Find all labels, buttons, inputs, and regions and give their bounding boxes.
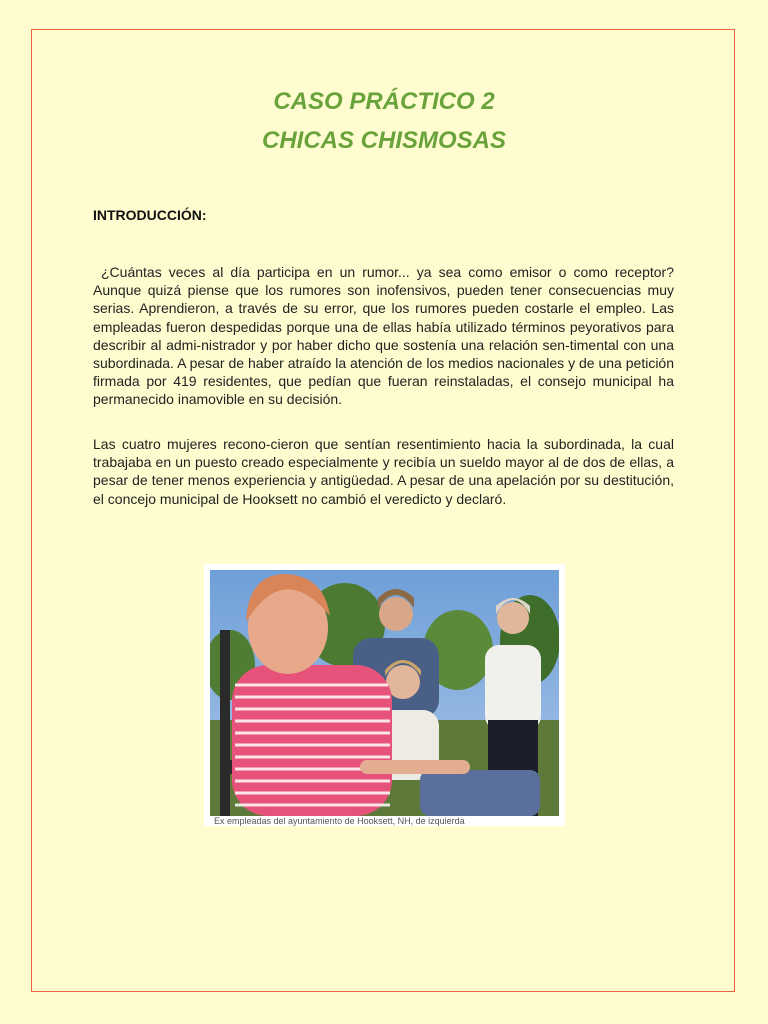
photo-of-four-women (210, 570, 559, 816)
page-subtitle: CHICAS CHISMOSAS (261, 127, 507, 154)
photo-figure (204, 564, 565, 826)
section-heading: INTRODUCCIÓN: (93, 207, 207, 223)
paragraph-intro: ¿Cuántas veces al día participa en un rumor... ya sea como emisor o como receptor? Aunque quizá piense que los rumores son inofensivos, pueden tener consecuencias muy serias. Aprendieron, a través de su error, que los rumores pueden costarle el empleo. Las empleadas fueron despedidas porque una de ellas había utilizado términos peyorativos para describir al admi-nistrador y por haber dicho que sostenía una relación sen-timental con una subordinada. A pesar de haber atraído la atención de los medios nacionales y de una petición firmada por 419 residentes, que pedían que fueran reinstaladas, el consejo municipal ha permanecido inamovible en su decisión. (93, 264, 674, 408)
paragraph-body: Las cuatro mujeres recono-cieron que sentían resentimiento hacia la subordinada, la cual trabajaba en un puesto creado especialmente y recibía un sueldo mayor al de dos de ellas, a pesar de tener menos experiencia y antigüedad. A pesar de una apelación por su destitución, el concejo municipal de Hooksett no cambió el veredicto y declaró. (93, 436, 674, 507)
photo-caption: Ex empleadas del ayuntamiento de Hooksett, NH, de izquierda (214, 816, 465, 826)
page-title: CASO PRÁCTICO 2 (273, 88, 495, 115)
page-border (31, 29, 735, 992)
